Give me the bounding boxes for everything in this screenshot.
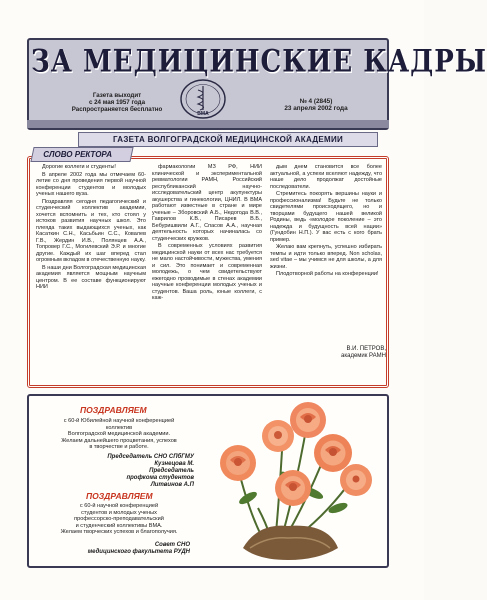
- article-column-2: [152, 164, 262, 303]
- rector-label-text: СЛОВО РЕКТОРА: [43, 150, 113, 159]
- text-line: с 60-й научной конференцией: [79, 503, 159, 509]
- congrats-1-heading: ПОЗДРАВЛЯЕМ: [80, 405, 147, 415]
- sign-line: медицинского факультета РУДН: [87, 549, 190, 555]
- paragraph: Дорогие коллеги и студенты!: [42, 164, 116, 170]
- paragraph: дым днем становится все более актуальной, а успехи вселяют надежду, что наше дело продолжат достойные последователи.: [270, 164, 382, 190]
- congrats-2-heading: ПОЗДРАВЛЯЕМ: [86, 491, 153, 501]
- since-line-1: Газета выходит: [92, 92, 142, 99]
- masthead-stripe: [27, 120, 389, 128]
- issue-date: 23 апреля 2002 года: [284, 105, 348, 113]
- paragraph: В апреле 2002 года мы отмечаем 60-летие со дня проведения первой научной конференции студентов и молодых ученых нашего вуза.: [36, 171, 146, 197]
- paragraph: Желаю вам крепнуть, успешно избирать темпы и идти только вперед. Non scholas, sed vitae – мы учимся не для школы, а для жизни.: [270, 244, 382, 270]
- paragraph: фармакологии МЗ РФ, НИИ клинической и экспериментальной ревматологии РАМН, Российский республиканский научно-исследовательский центр акупунктуры акушерства и гинекологии, ЦНИЛ. В ВМА работают известные в стране и мире ученые – Зборовский А.Б., Недогода В.В., Гаврилов К.В., Писарев В.Б., Бебуришвили А.Г., Спасов А.А., научная деятельность которых начиналась со студенческих кружков.: [152, 164, 262, 242]
- congrats-2-signature: [60, 542, 190, 556]
- congrats-2-text: [44, 503, 194, 536]
- since-line-2: с 24 мая 1957 года: [88, 99, 146, 107]
- text-line: Желаем творческих успехов и благополучия.: [60, 529, 178, 536]
- academy-emblem-icon: [176, 78, 230, 120]
- article-column-1: [36, 164, 146, 292]
- paragraph: В современных условиях развития медицинской науки от всех нас требуется не мало настойчивости, мужества, умения и сил. Это понимает и современная молодежь, о чем свидетельствуют ежегодно проводимые в стенах академии научные конференции молодых ученых и студентов. Ваша роль, юные коллеги, с каж-: [152, 243, 262, 301]
- text-line: в творчестве и работе.: [89, 444, 149, 451]
- congrats-1-signature: [80, 454, 194, 489]
- sign-line: Кузнецова М.: [154, 461, 194, 467]
- issue-number: № 4 (2845): [299, 98, 333, 105]
- signature-title: академик РАМН: [341, 353, 386, 359]
- paragraph: В наши дни Волгоградская медицинская академия является мощным научным центром. В ее составе функционируют НИИ: [36, 264, 146, 290]
- free-distribution-line: Распространяется бесплатно: [71, 106, 163, 114]
- sign-line: Председатель: [149, 468, 194, 474]
- text-line: студентов и молодых ученых: [81, 509, 157, 516]
- signature-name: В.И. ПЕТРОВ,: [346, 346, 386, 352]
- sign-line: Совет СНО: [154, 542, 190, 548]
- paragraph: Поздравляя сегодня педагогический и студенческий коллектив академии, хочется вспомнить и тех, кто стоял у истоков развития научных школ. Это плеяда таких выдающихся ученых, как Касаткин С.Н., Касьбьин С.С., Ковалев Г.В., Жердин И.В., Полянцев А.А., Топровер Г.С., Могилевский Э.Р. и многие другие. Каждый их шаг вперед стал огромным вкладом в отечественную науку.: [36, 198, 146, 263]
- paragraph: Стремитесь покорять вершины науки и профессионализма! Будьте не только свидетелями происходящего, но и творцами будущего нашей великой Родины, ведь «молодое поколение – это надежда и будущность всей нации» (Гундобин Н.П.). У вас есть с кого брать пример.: [270, 191, 382, 243]
- text-line: Волгоградской медицинской академии.: [67, 431, 171, 438]
- svg-text:ВМА: ВМА: [197, 111, 209, 117]
- text-line: и студенческий коллективы ВМА.: [75, 522, 163, 529]
- issue-info: [262, 98, 370, 113]
- text-line: коллектив: [105, 424, 133, 431]
- sign-line: профкома студентов: [126, 475, 194, 481]
- rector-section-label: [30, 147, 133, 162]
- sign-line: Председатель СНО СПбГМУ: [107, 454, 194, 460]
- newspaper-title: ЗА МЕДИЦИНСКИЕ КАДРЫ: [31, 44, 487, 80]
- text-line: профессорско-преподавательский: [74, 516, 164, 523]
- rector-signature: [306, 346, 386, 360]
- text-line: Желаем дальнейшего процветания, успехов: [61, 437, 177, 444]
- publication-note: [62, 92, 172, 114]
- subtitle-banner: [78, 132, 378, 147]
- paragraph: Плодотворной работы на конференции!: [276, 271, 379, 277]
- congrats-1-text: [44, 418, 194, 451]
- roses-bouquet-illustration: [188, 398, 384, 563]
- text-line: с 60-й Юбилейной научной конференцией: [63, 418, 175, 424]
- article-column-3: [270, 164, 382, 279]
- banner-text: ГАЗЕТА ВОЛГОГРАДСКОЙ МЕДИЦИНСКОЙ АКАДЕМИИ: [112, 135, 344, 144]
- sign-line: Литвинов А.П: [150, 482, 194, 488]
